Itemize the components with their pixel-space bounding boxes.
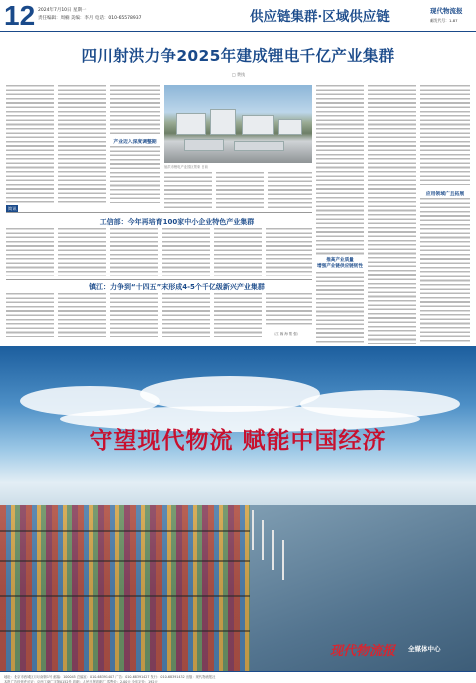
- subhead-industry-quality: 推高产业质量 增强产业链供应链韧性: [317, 258, 363, 269]
- footer-address-line: 地址：北京市西城区月坛南街1号 邮编：100045 总编室：010-68391407 广告：010-68391427 发行：010-68391432 出版：现代物流报社: [4, 675, 216, 679]
- issue-date: 2024年7月10日 星期一: [38, 8, 87, 13]
- article-3-column-4: [162, 293, 210, 337]
- article-2-column-3: [110, 228, 158, 276]
- page-header: [0, 0, 476, 32]
- article-3-credit: （江 翰 海 帮 强）: [272, 332, 301, 336]
- article-2-column-4: [162, 228, 210, 276]
- main-article-column-4: [164, 172, 212, 210]
- port-crane: [262, 520, 264, 560]
- section-divider: [6, 212, 312, 213]
- main-article-column-9: [420, 85, 470, 185]
- article-3-column-5: [214, 293, 262, 337]
- article-2-column-2: [58, 228, 106, 276]
- paper-name: 现代物流报: [430, 7, 463, 15]
- article-3-title: 镇江：力争到“十四五”末形成4-5个千亿级新兴产业集群: [89, 283, 265, 291]
- ad-brand-sub: 全媒体中心: [408, 645, 441, 653]
- article-3-column-3: [110, 293, 158, 337]
- subhead-application-fields: 应用领域广且拓展: [425, 192, 465, 197]
- port-lane: [0, 630, 250, 632]
- article-3-column-1: [6, 293, 54, 337]
- main-article-column-3: [110, 85, 160, 135]
- article-2-column-5: [214, 228, 262, 276]
- editor-line: 责任编辑：周楠 美编：李月 电话：010-65578937: [38, 16, 142, 21]
- article-3-column-6: [266, 293, 312, 327]
- main-article-column-2: [58, 85, 106, 203]
- page-number: 12: [4, 0, 36, 31]
- port-lane: [0, 595, 260, 597]
- port-crane: [282, 540, 284, 580]
- ad-brand-logo: 现代物流报: [330, 644, 396, 659]
- main-headline: 四川射洪力争2025年建成锂电千亿产业集群: [81, 47, 395, 65]
- subhead-industry-adjustment: 产业迈入深度调整期: [113, 140, 157, 145]
- photo-caption: 射洪市锂电产业园区景象 日前: [164, 165, 208, 169]
- port-crane: [252, 510, 254, 550]
- footer-license-line: 本报广告经营许可证：京西工商广字第0152号 印刷：人民日报印刷厂 零售价：2.00元 全年定价：192元: [4, 679, 158, 683]
- article-2-title: 工信部：今年再培育100家中小企业特色产业集群: [99, 218, 255, 226]
- main-article-column-8: [368, 85, 416, 344]
- main-article-column-7: [316, 85, 364, 255]
- paper-postal-code: 邮发代号：1-87: [430, 18, 458, 23]
- article-2-column-1: [6, 228, 54, 276]
- main-article-column-9b: [420, 198, 470, 344]
- main-article-column-3b: [110, 146, 160, 203]
- main-article-column-5: [216, 172, 264, 210]
- port-crane: [272, 530, 274, 570]
- main-article-column-7b: [316, 272, 364, 344]
- byline: □ 费钱: [232, 72, 246, 77]
- article-3-column-2: [58, 293, 106, 337]
- news-brief-tag: 简讯: [8, 205, 17, 211]
- ad-slogan: 守望现代物流 赋能中国经济: [89, 427, 387, 454]
- article-2-column-6: [266, 228, 312, 276]
- lithium-industrial-park-photo: [164, 85, 312, 163]
- port-lane: [0, 530, 280, 532]
- section-title: 供应链集群·区域供应链: [250, 9, 390, 25]
- article-divider: [6, 279, 312, 280]
- page-footer: [0, 671, 476, 683]
- main-article-column-6: [268, 172, 312, 210]
- main-article-column-1: [6, 85, 54, 203]
- port-lane: [0, 560, 270, 562]
